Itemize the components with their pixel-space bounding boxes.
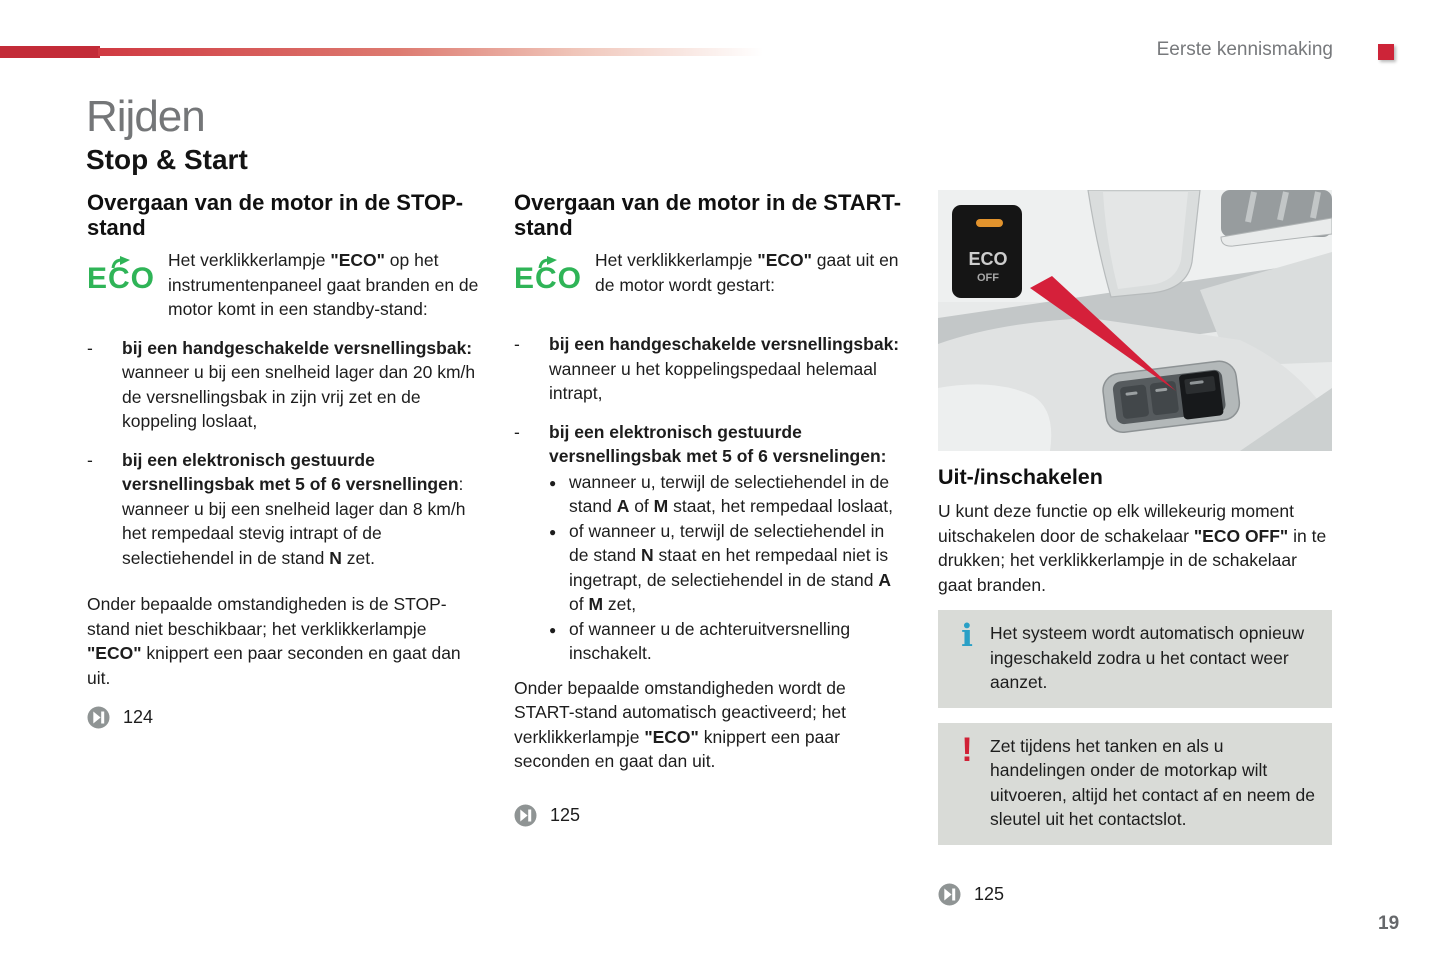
- dash-bullet: -: [514, 421, 520, 442]
- start-stand-intro-text: Het verklikkerlampje "ECO" gaat uit en de motor wordt gestart:: [595, 250, 899, 295]
- eco-indicator-icon: [514, 248, 595, 318]
- start-stand-heading: Overgaan van de motor in de START-stand: [514, 190, 902, 240]
- column-stop-stand: [87, 190, 480, 729]
- stop-stand-note: Onder bepaalde omstandigheden is de STOP-stand niet beschikbaar; het verklikkerlampje "ECO" knippert een paar seconden en gaat dan uit.: [87, 594, 461, 688]
- dashboard-eco-off-illustration: [938, 190, 1332, 451]
- stop-stand-heading: Overgaan van de motor in de STOP-stand: [87, 190, 464, 240]
- list-item: - bij een elektronisch gestuurde versnellingsbak met 5 of 6 versnellingen: wanneer u bij een snelheid lager dan 8 km/h het rempedaal stevig intrapt of de selectiehendel in de stand N zet.: [87, 448, 480, 571]
- page-reference-125[interactable]: [938, 883, 1332, 906]
- sub-list-item: ● wanneer u, terwijl de selectiehendel in de stand A of M staat, het rempedaal loslaat,: [549, 470, 907, 519]
- start-stand-note: Onder bepaalde omstandigheden wordt de START-stand automatisch geactiveerd; het verklikkerlampje "ECO" knippert een paar seconden en gaat dan uit.: [514, 677, 847, 771]
- list-item-lead: bij een elektronisch gestuurde versnellingsbak met 5 of 6 versnelingen:: [549, 421, 887, 466]
- button-label-off: OFF: [977, 272, 999, 284]
- topic-title: Stop & Start: [86, 144, 248, 175]
- eco-indicator-icon: [87, 248, 168, 322]
- dash-bullet: -: [87, 449, 93, 470]
- list-item: - bij een handgeschakelde versnellingsbak: wanneer u bij een snelheid lager dan 20 km/h de versnellingsbak in zijn vrij zet en de koppeling loslaat,: [87, 336, 480, 434]
- page-number: 19: [1378, 913, 1400, 934]
- info-box: [938, 610, 1332, 708]
- warning-icon: !: [961, 730, 973, 769]
- stop-stand-intro: [87, 248, 480, 322]
- eco-indicator-label: ECO: [87, 262, 156, 295]
- round-bullet: ●: [549, 475, 557, 490]
- eco-off-button-callout: [952, 205, 1022, 298]
- start-stand-intro: [514, 248, 907, 318]
- list-item: [514, 420, 907, 666]
- warning-box: [938, 723, 1332, 845]
- button-label-eco: ECO: [968, 249, 1008, 269]
- column-start-stand: [514, 190, 907, 827]
- dash-bullet: -: [87, 337, 93, 358]
- info-box-text: Het systeem wordt automatisch opnieuw ingeschakeld zodra u het contact weer aanzet.: [990, 623, 1305, 692]
- uit-inschakelen-heading: Uit-/inschakelen: [938, 465, 1103, 489]
- page-reference-icon: [938, 883, 961, 906]
- chapter-title: Rijden: [86, 92, 205, 141]
- page-reference-number: 125: [550, 804, 581, 825]
- sub-list-item: ● of wanneer u de achteruitversnelling inschakelt.: [549, 617, 907, 666]
- round-bullet: ●: [549, 524, 557, 539]
- section-label: Eerste kennismaking: [1156, 39, 1333, 60]
- eco-recycle-arrow-icon: [537, 256, 559, 269]
- button-led: [976, 219, 1003, 227]
- page-reference-number: 125: [974, 883, 1005, 904]
- warning-box-text: Zet tijdens het tanken en als u handelingen onder de motorkap wilt uitvoeren, altijd het contact af en neem de sleutel uit het contactslot.: [990, 735, 1315, 829]
- page-reference-125[interactable]: [514, 804, 907, 827]
- page-reference-icon: [87, 706, 110, 729]
- page-reference-number: 124: [123, 707, 154, 727]
- page-reference-124[interactable]: [87, 706, 480, 729]
- header-accent-bar: [98, 48, 763, 56]
- column-uit-inschakelen: [938, 190, 1332, 906]
- sub-list-item: ● of wanneer u, terwijl de selectiehendel in de stand N staat en het rempedaal niet is ingetrapt, de selectiehendel in de stand A of M zet,: [549, 519, 907, 617]
- eco-indicator-label: ECO: [514, 262, 583, 295]
- list-item: - bij een handgeschakelde versnellingsbak: wanneer u het koppelingspedaal helemaal intrapt,: [514, 332, 907, 406]
- dash-bullet: -: [514, 334, 520, 354]
- uit-inschakelen-text: U kunt deze functie op elk willekeurig moment uitschakelen door de schakelaar "ECO OFF" in te drukken; het verklikkerlampje in de schakelaar gaat branden.: [938, 501, 1327, 595]
- section-marker-square: [1378, 44, 1394, 60]
- info-icon: i: [961, 618, 973, 654]
- page-reference-icon: [514, 804, 537, 827]
- round-bullet: ●: [549, 622, 557, 637]
- eco-recycle-arrow-icon: [110, 256, 132, 269]
- stop-stand-intro-text: Het verklikkerlampje "ECO" op het instrumentenpaneel gaat branden en de motor komt in een standby-stand:: [168, 250, 479, 319]
- header-accent-block: [0, 46, 100, 58]
